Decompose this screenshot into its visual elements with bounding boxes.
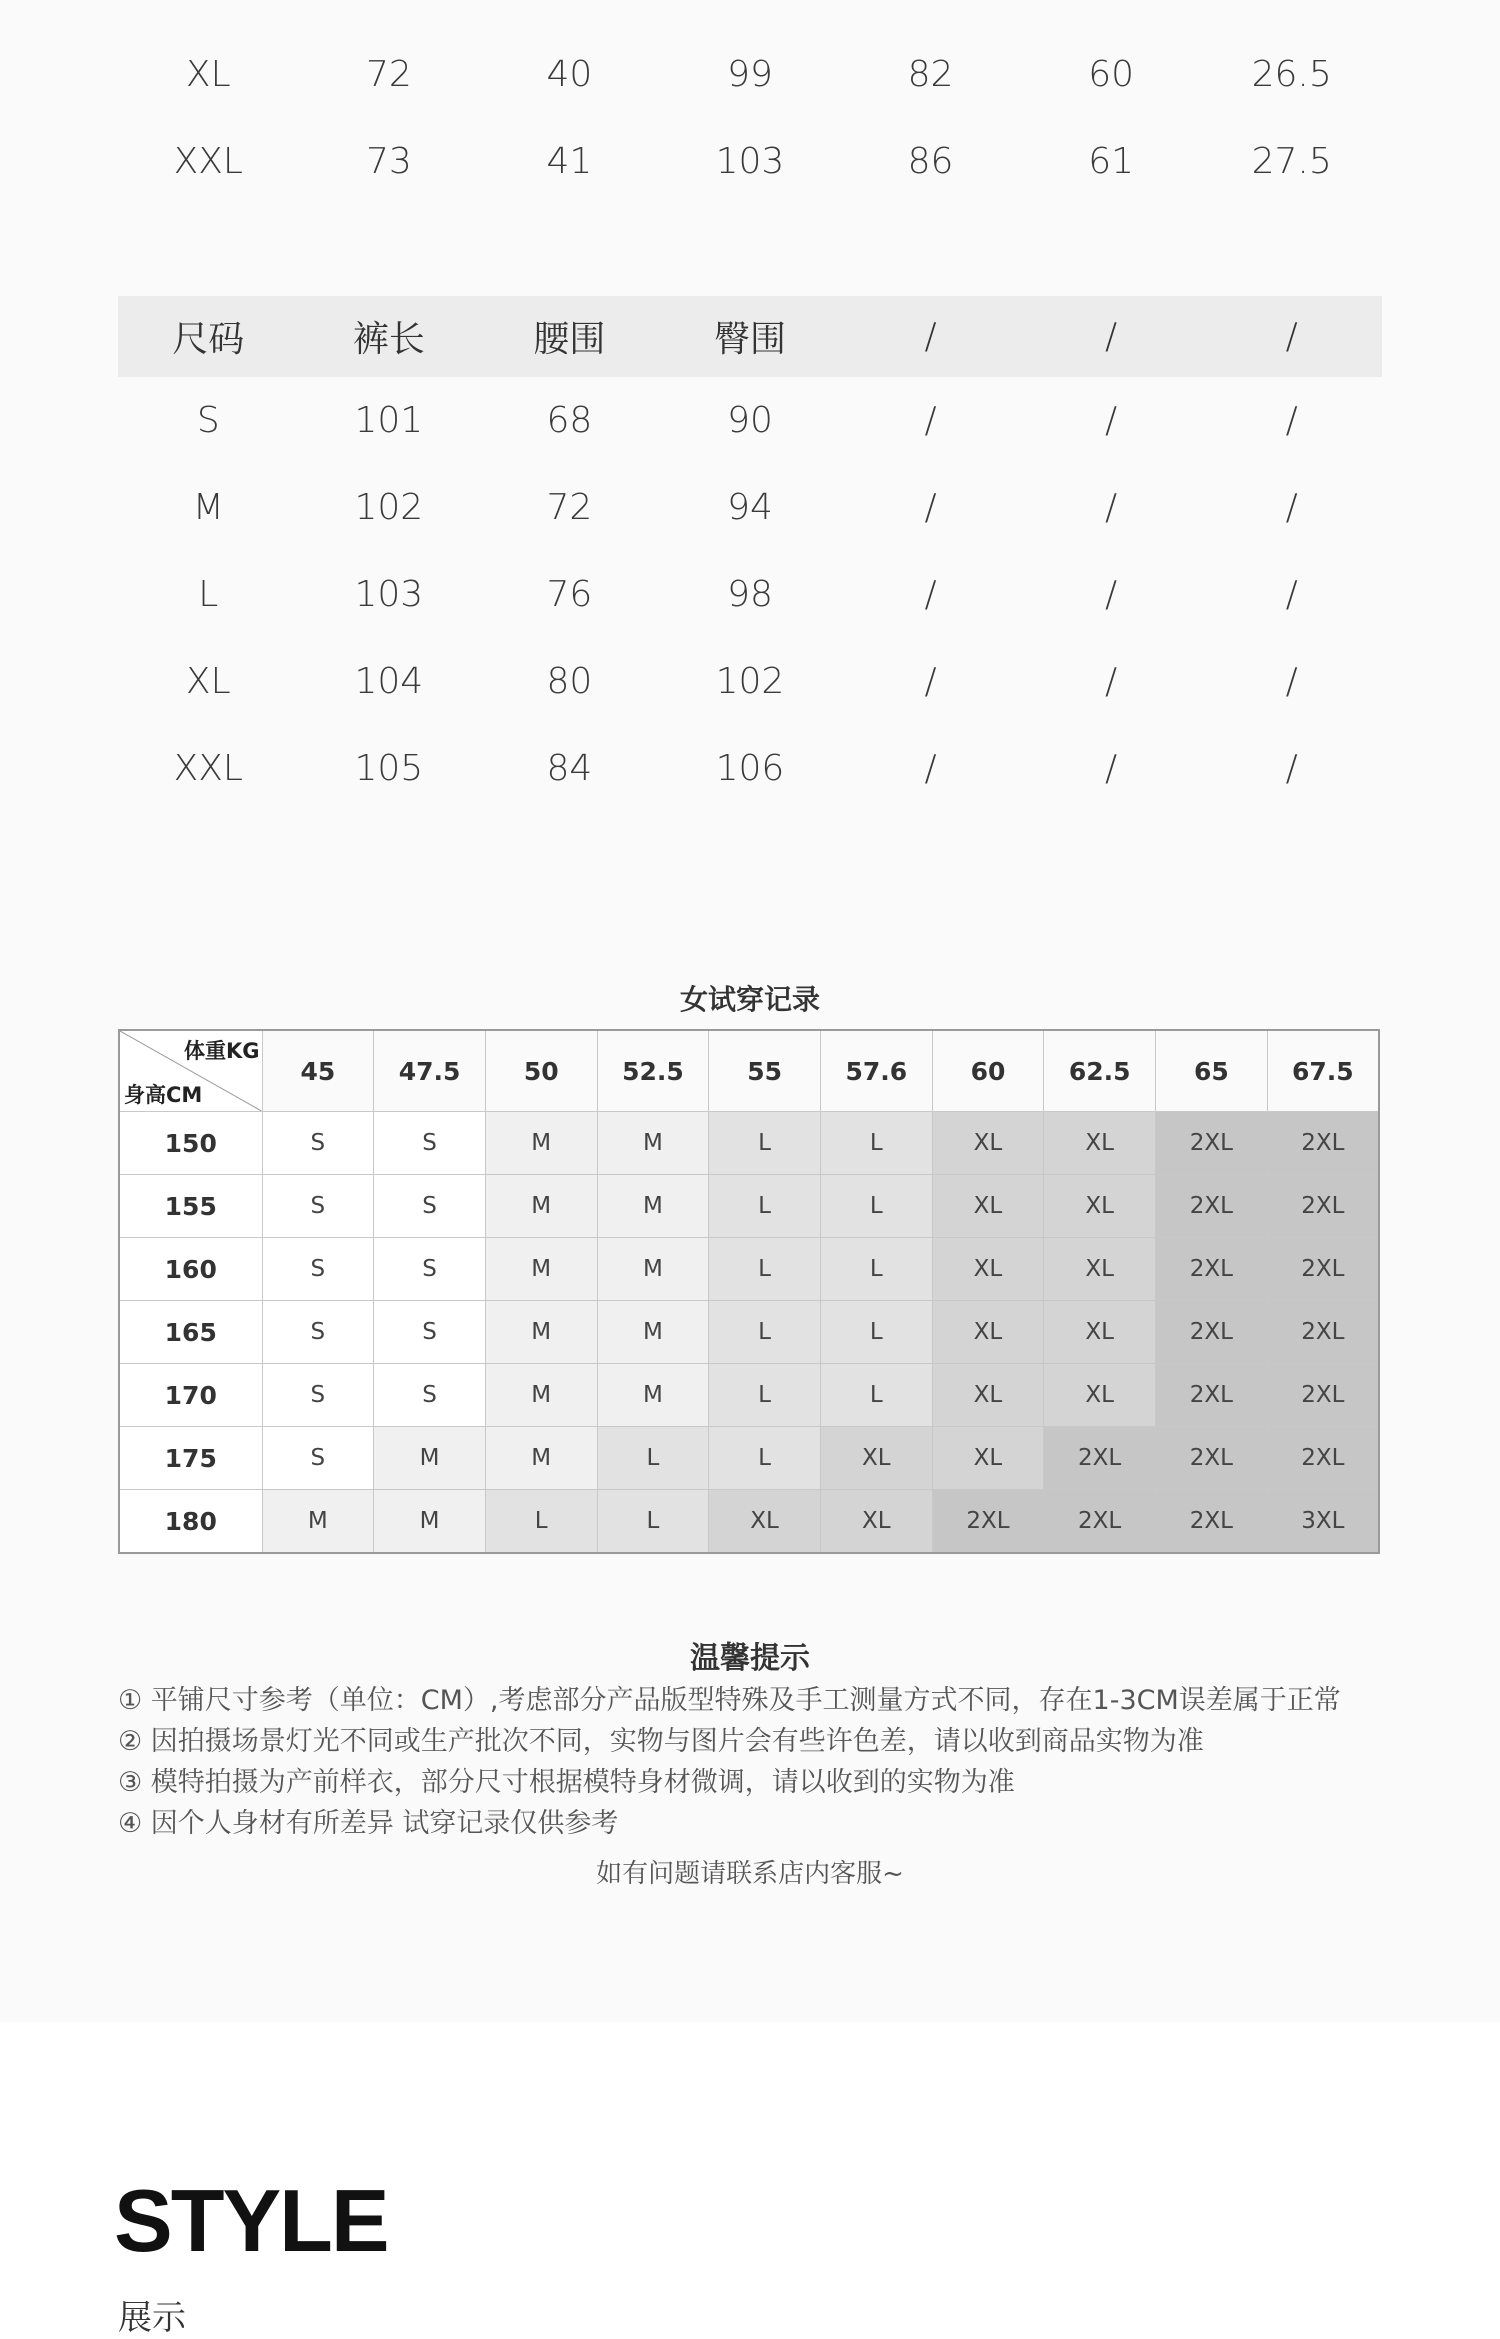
table-cell: /	[1105, 400, 1118, 441]
size-cell: L	[820, 1301, 932, 1364]
height-header: 160	[119, 1238, 262, 1301]
size-cell: L	[709, 1427, 821, 1490]
corner-cell	[119, 1030, 262, 1112]
size-cell: XL	[932, 1364, 1044, 1427]
size-cell: 2XL	[1156, 1175, 1268, 1238]
size-cell: S	[262, 1364, 374, 1427]
size-cell: S	[374, 1175, 486, 1238]
weight-header: 65	[1156, 1030, 1268, 1112]
size-cell: S	[262, 1112, 374, 1175]
table-cell: S	[196, 400, 220, 441]
table-cell: 101	[354, 400, 424, 441]
table-cell: 102	[354, 487, 424, 528]
size-cell: S	[262, 1238, 374, 1301]
size-cell: 2XL	[1156, 1238, 1268, 1301]
weight-header: 45	[262, 1030, 374, 1112]
column-header: /	[840, 296, 1021, 377]
size-cell: M	[597, 1112, 709, 1175]
table-cell: 98	[727, 574, 773, 615]
size-cell: M	[597, 1175, 709, 1238]
weight-header: 67.5	[1267, 1030, 1379, 1112]
table-cell: /	[1105, 487, 1118, 528]
table-cell: 86	[907, 141, 954, 182]
fitting-row	[119, 1238, 1379, 1301]
size-cell: S	[374, 1112, 486, 1175]
table-cell: 61	[1088, 141, 1134, 182]
size-cell: M	[485, 1175, 597, 1238]
table-cell: XL	[185, 661, 231, 702]
table-cell: 103	[715, 141, 785, 182]
size-cell: M	[597, 1301, 709, 1364]
size-cell: M	[485, 1301, 597, 1364]
table-cell: 103	[354, 574, 424, 615]
size-cell: L	[820, 1175, 932, 1238]
fitting-record-table	[118, 1029, 1380, 1554]
table-header-row	[118, 296, 1382, 377]
table-cell: XXL	[173, 748, 243, 789]
weight-header: 62.5	[1044, 1030, 1156, 1112]
table-cell: /	[924, 661, 937, 702]
size-cell: 2XL	[1044, 1427, 1156, 1490]
size-cell: M	[485, 1112, 597, 1175]
size-cell: L	[709, 1112, 821, 1175]
style-title: STYLE	[114, 2171, 388, 2270]
table-cell: /	[924, 574, 937, 615]
column-header: 臀围	[660, 296, 841, 377]
size-cell: XL	[1044, 1175, 1156, 1238]
size-cell: L	[709, 1238, 821, 1301]
size-cell: S	[374, 1364, 486, 1427]
table-cell: 90	[727, 400, 773, 441]
style-subtitle: 展示	[118, 2298, 186, 2338]
table-cell: M	[192, 487, 224, 528]
tips-title: 温馨提示	[690, 1641, 810, 1676]
size-cell: 2XL	[1156, 1112, 1268, 1175]
table-row	[118, 638, 1382, 725]
table-cell: 68	[546, 400, 593, 441]
tip-item: ① 平铺尺寸参考（单位：CM）,考虑部分产品版型特殊及手工测量方式不同，存在1-3CM误差属于正常	[118, 1685, 1341, 1716]
fitting-title: 女试穿记录	[679, 983, 820, 1016]
weight-header: 55	[709, 1030, 821, 1112]
table-cell: 26.5	[1251, 54, 1332, 95]
size-cell: M	[485, 1364, 597, 1427]
size-cell: 2XL	[1156, 1364, 1268, 1427]
size-cell: L	[709, 1175, 821, 1238]
size-cell: XL	[709, 1490, 821, 1554]
table-cell: XL	[185, 54, 231, 95]
tip-item: ② 因拍摄场景灯光不同或生产批次不同，实物与图片会有些许色差，请以收到商品实物为准	[118, 1726, 1204, 1757]
table-cell: 72	[546, 487, 593, 528]
table-row	[118, 377, 1382, 464]
column-header: 腰围	[479, 296, 660, 377]
table-cell: 76	[546, 574, 593, 615]
size-cell: L	[597, 1490, 709, 1554]
size-cell: S	[262, 1301, 374, 1364]
fitting-row	[119, 1490, 1379, 1554]
table-cell: L	[198, 574, 219, 615]
column-header: /	[1021, 296, 1202, 377]
size-cell: XL	[932, 1238, 1044, 1301]
table-cell: /	[1285, 400, 1298, 441]
size-cell: L	[820, 1112, 932, 1175]
fitting-row	[119, 1301, 1379, 1364]
pants-size-table	[118, 296, 1382, 812]
size-cell: S	[262, 1175, 374, 1238]
size-cell: 2XL	[1156, 1490, 1268, 1554]
table-cell: 27.5	[1251, 141, 1332, 182]
table-cell: 40	[546, 54, 593, 95]
size-cell: S	[262, 1427, 374, 1490]
table-cell: 84	[546, 748, 593, 789]
table-row	[118, 551, 1382, 638]
weight-header: 52.5	[597, 1030, 709, 1112]
table-cell: /	[1105, 661, 1118, 702]
fitting-row	[119, 1427, 1379, 1490]
size-cell: 2XL	[1267, 1364, 1379, 1427]
size-cell: L	[597, 1427, 709, 1490]
size-cell: 2XL	[1156, 1301, 1268, 1364]
size-cell: M	[597, 1364, 709, 1427]
size-cell: XL	[932, 1112, 1044, 1175]
weight-header: 47.5	[374, 1030, 486, 1112]
table-cell: 102	[715, 661, 785, 702]
table-cell: /	[1285, 487, 1298, 528]
tip-item: ④ 因个人身材有所差异 试穿记录仅供参考	[118, 1808, 619, 1839]
size-cell: XL	[1044, 1301, 1156, 1364]
table-cell: 60	[1088, 54, 1134, 95]
height-header: 180	[119, 1490, 262, 1554]
table-row	[118, 725, 1382, 812]
size-cell: XL	[820, 1427, 932, 1490]
fitting-row	[119, 1112, 1379, 1175]
weight-header: 60	[932, 1030, 1044, 1112]
size-cell: 2XL	[1044, 1490, 1156, 1554]
table-cell: 80	[546, 661, 593, 702]
fitting-header-row	[119, 1030, 1379, 1112]
table-cell: 99	[727, 54, 773, 95]
size-cell: M	[485, 1427, 597, 1490]
table-cell: /	[1285, 748, 1298, 789]
height-header: 170	[119, 1364, 262, 1427]
size-cell: 2XL	[1267, 1301, 1379, 1364]
table-cell: 41	[546, 141, 593, 182]
contact-note: 如有问题请联系店内客服~	[596, 1859, 904, 1889]
size-cell: 2XL	[1267, 1427, 1379, 1490]
size-cell: 2XL	[1267, 1175, 1379, 1238]
size-cell: M	[597, 1238, 709, 1301]
height-header: 165	[119, 1301, 262, 1364]
top-size-table	[118, 31, 1382, 205]
size-cell: M	[374, 1427, 486, 1490]
table-cell: /	[924, 400, 937, 441]
table-cell: 82	[907, 54, 954, 95]
table-cell: /	[1105, 748, 1118, 789]
fitting-row	[119, 1175, 1379, 1238]
size-cell: 3XL	[1267, 1490, 1379, 1554]
column-header: 裤长	[299, 296, 480, 377]
height-label: 身高CM	[124, 1083, 203, 1107]
tip-item: ③ 模特拍摄为产前样衣，部分尺寸根据模特身材微调，请以收到的实物为准	[118, 1767, 1015, 1798]
table-cell: /	[924, 748, 937, 789]
size-cell: XL	[932, 1427, 1044, 1490]
table-cell: /	[1285, 574, 1298, 615]
weight-header: 57.6	[820, 1030, 932, 1112]
size-cell: L	[820, 1364, 932, 1427]
size-cell: S	[374, 1238, 486, 1301]
table-cell: 72	[365, 54, 412, 95]
size-cell: 2XL	[1267, 1238, 1379, 1301]
tips-list	[118, 1680, 1418, 1844]
table-row	[118, 118, 1382, 205]
size-cell: 2XL	[1267, 1112, 1379, 1175]
height-header: 150	[119, 1112, 262, 1175]
weight-label: 体重KG	[183, 1039, 260, 1063]
size-cell: XL	[1044, 1364, 1156, 1427]
size-cell: L	[709, 1301, 821, 1364]
size-cell: S	[374, 1301, 486, 1364]
table-cell: XXL	[173, 141, 243, 182]
table-row	[118, 31, 1382, 118]
size-cell: M	[485, 1238, 597, 1301]
table-cell: 105	[354, 748, 424, 789]
size-cell: M	[374, 1490, 486, 1554]
table-cell: 94	[727, 487, 773, 528]
size-cell: 2XL	[932, 1490, 1044, 1554]
size-cell: L	[485, 1490, 597, 1554]
column-header: 尺码	[118, 296, 299, 377]
size-cell: XL	[820, 1490, 932, 1554]
table-cell: 106	[715, 748, 785, 789]
height-header: 175	[119, 1427, 262, 1490]
table-row	[118, 464, 1382, 551]
column-header: /	[1201, 296, 1382, 377]
size-cell: XL	[1044, 1112, 1156, 1175]
weight-header: 50	[485, 1030, 597, 1112]
size-cell: XL	[1044, 1238, 1156, 1301]
table-cell: /	[1285, 661, 1298, 702]
size-cell: XL	[932, 1301, 1044, 1364]
size-cell: L	[709, 1364, 821, 1427]
size-cell: L	[820, 1238, 932, 1301]
table-cell: 73	[365, 141, 412, 182]
table-cell: /	[924, 487, 937, 528]
size-cell: M	[262, 1490, 374, 1554]
table-cell: 104	[354, 661, 424, 702]
table-cell: /	[1105, 574, 1118, 615]
size-cell: XL	[932, 1175, 1044, 1238]
fitting-row	[119, 1364, 1379, 1427]
size-cell: 2XL	[1156, 1427, 1268, 1490]
height-header: 155	[119, 1175, 262, 1238]
